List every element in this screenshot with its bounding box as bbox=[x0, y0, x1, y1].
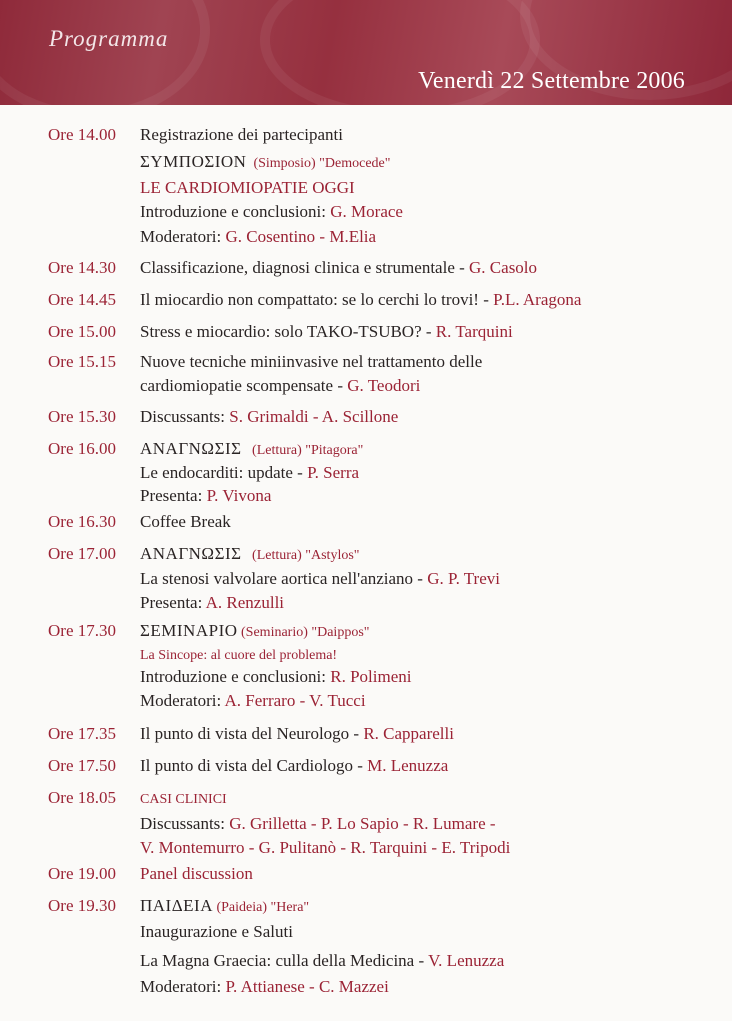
entry-highlight: LE CARDIOMIOPATIE OGGI bbox=[140, 178, 355, 197]
entry-highlight: (Simposio) "Democede" bbox=[246, 156, 391, 171]
entry-line bbox=[140, 258, 720, 278]
entry-text: Nuove tecniche miniinvasive nel trattamento delle bbox=[140, 352, 483, 371]
header-banner bbox=[0, 0, 732, 105]
entry-time: Ore 14.45 bbox=[48, 290, 116, 309]
entry-text: Moderatori: bbox=[140, 227, 226, 246]
session-type-greek: ΣΥΜΠΟΣΙΟΝ bbox=[140, 152, 247, 171]
entry-line bbox=[140, 227, 720, 247]
entry-highlight: (Seminario) "Daippos" bbox=[237, 625, 370, 640]
entry-text: Il punto di vista del Neurologo - bbox=[140, 724, 364, 743]
entry-line bbox=[140, 691, 720, 711]
entry-highlight: CASI CLINICI bbox=[140, 792, 227, 807]
entry-text: Introduzione e conclusioni: bbox=[140, 667, 331, 686]
entry-time: Ore 16.00 bbox=[48, 439, 116, 458]
session-type-greek: ΠΑΙΔΕΙΑ bbox=[140, 896, 213, 915]
entry-text: Il miocardio non compattato: se lo cerchi lo trovi! - bbox=[140, 290, 494, 309]
entry-line bbox=[140, 544, 720, 564]
entry-text: Discussants: bbox=[140, 814, 230, 833]
entry-time: Ore 15.30 bbox=[48, 407, 116, 426]
entry-highlight: R. Capparelli bbox=[363, 724, 454, 743]
entry-time: Ore 15.15 bbox=[48, 352, 116, 371]
entry-line bbox=[140, 724, 720, 744]
entry-highlight: P.L. Aragona bbox=[493, 290, 582, 309]
entry-line bbox=[140, 152, 720, 172]
entry-line bbox=[140, 838, 720, 858]
entry-line bbox=[140, 644, 720, 664]
entry-highlight: R. Tarquini bbox=[435, 322, 513, 341]
entry-text: Stress e miocardio: solo TAKO-TSUBO? - bbox=[140, 322, 436, 341]
entry-highlight: V. Lenuzza bbox=[428, 951, 505, 970]
entry-highlight: R. Polimeni bbox=[330, 667, 412, 686]
entry-line bbox=[140, 125, 720, 145]
entry-highlight: G. Casolo bbox=[469, 258, 538, 277]
entry-text: Moderatori: bbox=[140, 977, 226, 996]
entry-text: Inaugurazione e Saluti bbox=[140, 922, 293, 941]
entry-highlight: M. Lenuzza bbox=[367, 756, 449, 775]
entry-highlight: (Paideia) "Hera" bbox=[212, 900, 310, 915]
entry-highlight: S. Grimaldi - A. Scillone bbox=[229, 407, 399, 426]
entry-line bbox=[140, 322, 720, 342]
entry-line bbox=[140, 202, 720, 222]
entry-highlight: P. Vivona bbox=[206, 486, 272, 505]
entry-line bbox=[140, 376, 720, 396]
entry-line bbox=[140, 896, 720, 916]
session-type-greek: ΣΕΜΙΝΑΡΙΟ bbox=[140, 621, 238, 640]
entry-highlight: Panel discussion bbox=[140, 864, 253, 883]
entry-line bbox=[140, 756, 720, 776]
entry-highlight: G. Teodori bbox=[347, 376, 421, 395]
entry-text: cardiomiopatie scompensate - bbox=[140, 376, 348, 395]
entry-line bbox=[140, 977, 720, 997]
entry-line bbox=[140, 864, 720, 884]
entry-text: La stenosi valvolare aortica nell'anziano - bbox=[140, 569, 428, 588]
entry-time: Ore 18.05 bbox=[48, 788, 116, 807]
entry-line bbox=[140, 352, 720, 372]
session-type-greek: ΑΝΑΓΝΩΣΙΣ bbox=[140, 544, 242, 563]
entry-line bbox=[140, 439, 720, 459]
entry-highlight: (Lettura) "Astylos" bbox=[241, 548, 360, 563]
entry-line bbox=[140, 407, 720, 427]
entry-line bbox=[140, 593, 720, 613]
entry-text: Discussants: bbox=[140, 407, 230, 426]
entry-text: Introduzione e conclusioni: bbox=[140, 202, 331, 221]
entry-line bbox=[140, 951, 720, 971]
entry-time: Ore 14.30 bbox=[48, 258, 116, 277]
entry-text: Presenta: bbox=[140, 486, 207, 505]
event-date: Venerdì 22 Settembre 2006 bbox=[418, 68, 685, 94]
entry-line bbox=[140, 667, 720, 687]
entry-text: Il punto di vista del Cardiologo - bbox=[140, 756, 368, 775]
entry-line bbox=[140, 486, 720, 506]
decorative-swirl bbox=[0, 0, 210, 105]
entry-text: Coffee Break bbox=[140, 512, 231, 531]
entry-line bbox=[140, 621, 720, 641]
entry-time: Ore 19.00 bbox=[48, 864, 116, 883]
entry-line bbox=[140, 788, 720, 808]
entry-line bbox=[140, 512, 720, 532]
entry-text: Classificazione, diagnosi clinica e strumentale - bbox=[140, 258, 470, 277]
entry-time: Ore 17.50 bbox=[48, 756, 116, 775]
entry-text: Le endocarditi: update - bbox=[140, 463, 308, 482]
entry-line bbox=[140, 290, 720, 310]
session-type-greek: ΑΝΑΓΝΩΣΙΣ bbox=[140, 439, 242, 458]
entry-time: Ore 19.30 bbox=[48, 896, 116, 915]
entry-highlight: (Lettura) "Pitagora" bbox=[241, 443, 364, 458]
entry-time: Ore 17.30 bbox=[48, 621, 116, 640]
entry-line bbox=[140, 569, 720, 589]
program-title: Programma bbox=[49, 26, 169, 51]
entry-highlight: G. P. Trevi bbox=[427, 569, 500, 588]
entry-highlight: P. Attianese - C. Mazzei bbox=[225, 977, 389, 996]
entry-highlight: A. Renzulli bbox=[205, 593, 285, 612]
entry-highlight: G. Cosentino - M.Elia bbox=[225, 227, 377, 246]
entry-highlight: La Sincope: al cuore del problema! bbox=[140, 648, 338, 663]
entry-line bbox=[140, 922, 720, 942]
entry-line bbox=[140, 814, 720, 834]
entry-highlight: P. Serra bbox=[307, 463, 360, 482]
entry-time: Ore 17.35 bbox=[48, 724, 116, 743]
entry-line bbox=[140, 463, 720, 483]
entry-highlight: A. Ferraro - V. Tucci bbox=[224, 691, 366, 710]
entry-time: Ore 17.00 bbox=[48, 544, 116, 563]
entry-highlight: G. Morace bbox=[330, 202, 403, 221]
entry-text: Presenta: bbox=[140, 593, 206, 612]
entry-time: Ore 15.00 bbox=[48, 322, 116, 341]
entry-highlight: G. Grilletta - P. Lo Sapio - R. Lumare - bbox=[229, 814, 496, 833]
entry-highlight: V. Montemurro - G. Pulitanò - R. Tarquini - E. Tripodi bbox=[140, 838, 511, 857]
entry-time: Ore 14.00 bbox=[48, 125, 116, 144]
entry-line bbox=[140, 178, 720, 198]
entry-text: La Magna Graecia: culla della Medicina - bbox=[140, 951, 429, 970]
entry-text: Registrazione dei partecipanti bbox=[140, 125, 343, 144]
entry-text: Moderatori: bbox=[140, 691, 225, 710]
entry-time: Ore 16.30 bbox=[48, 512, 116, 531]
